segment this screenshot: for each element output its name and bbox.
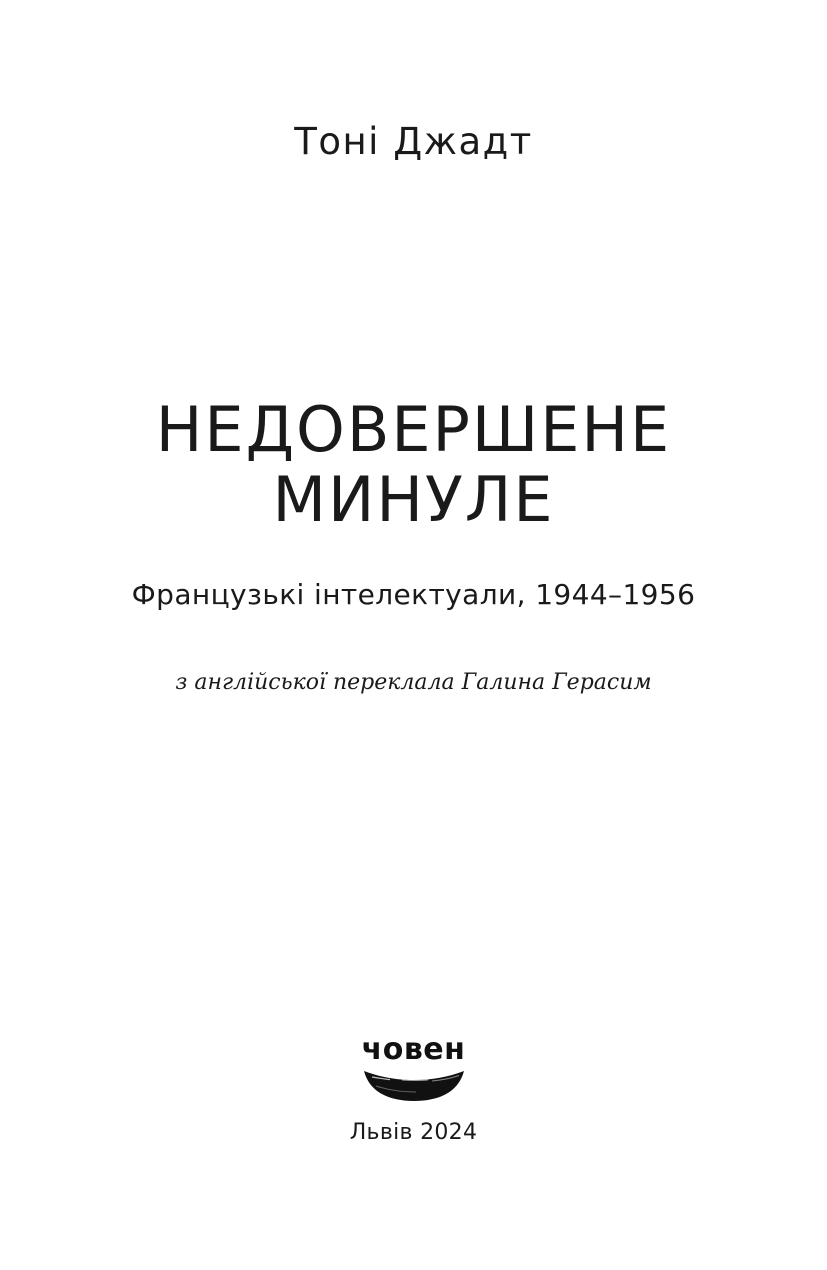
book-title bbox=[0, 395, 827, 535]
publisher-name: човен bbox=[361, 1032, 466, 1067]
book-title-line-1: НЕДОВЕРШЕНЕ bbox=[155, 393, 672, 466]
imprint-place-year: Львів 2024 bbox=[349, 1120, 478, 1145]
publisher-logo-mark bbox=[359, 1032, 469, 1107]
author-name: Тоні Джадт bbox=[294, 120, 533, 163]
translator-credit: з англійської переклала Галина Герасим bbox=[175, 670, 652, 695]
book-title-line-2: МИНУЛЕ bbox=[272, 463, 555, 537]
book-subtitle: Французькі інтелектуали, 1944–1956 bbox=[131, 578, 696, 611]
publisher-logo bbox=[0, 1032, 827, 1107]
boat-icon bbox=[362, 1068, 466, 1102]
